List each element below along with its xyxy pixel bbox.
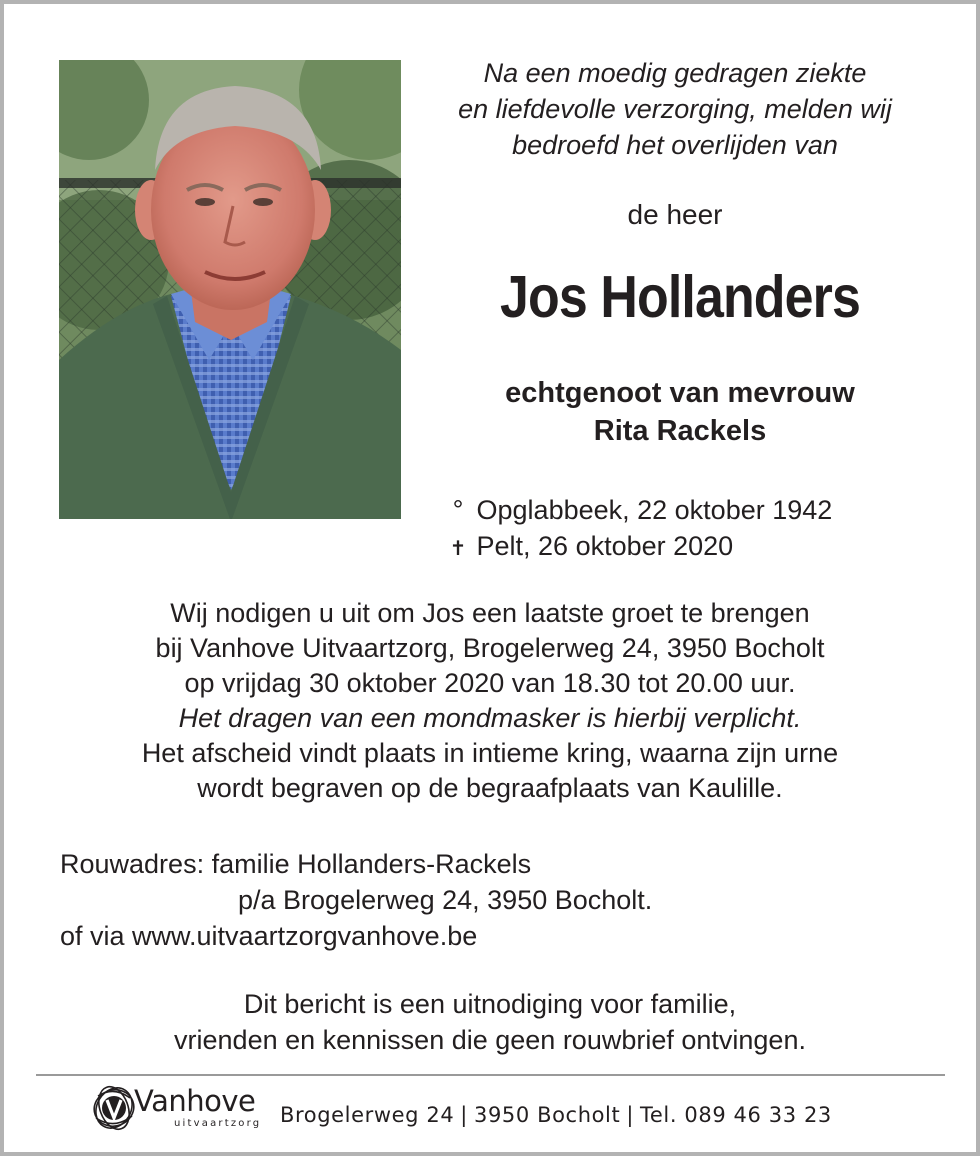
- mourning-address: [60, 846, 920, 954]
- birth-text: Opglabbeek, 22 oktober 1942: [476, 495, 833, 525]
- spouse-block: [410, 374, 950, 450]
- invitation-line: bij Vanhove Uitvaartzorg, Brogelerweg 24, 3950 Bocholt: [155, 633, 825, 663]
- footer-separator: |: [626, 1103, 635, 1127]
- intro-line: Na een moedig gedragen ziekte: [483, 58, 867, 88]
- address-line: Rouwadres: familie Hollanders-Rackels: [60, 849, 532, 879]
- vanhove-logo: [90, 1082, 270, 1134]
- invitation-text: [30, 596, 950, 806]
- closing-line: vrienden en kennissen die geen rouwbrief ontvingen.: [174, 1025, 806, 1055]
- invitation-line: op vrijdag 30 oktober 2020 van 18.30 tot 20.00 uur.: [184, 668, 796, 698]
- vanhove-logo-icon: [90, 1082, 140, 1132]
- birth-symbol-icon: °: [452, 495, 464, 525]
- death-text: Pelt, 26 oktober 2020: [476, 531, 734, 561]
- cross-icon: ✝: [449, 538, 467, 560]
- invitation-line: Wij nodigen u uit om Jos een laatste groet te brengen: [170, 598, 810, 628]
- death-date: [447, 528, 832, 567]
- spouse-line: echtgenoot van mevrouw: [505, 377, 855, 409]
- footer-contact: [280, 1101, 832, 1129]
- footer-phone: Tel. 089 46 33 23: [640, 1103, 832, 1127]
- footer-street: Brogelerweg 24: [280, 1103, 455, 1127]
- website-line: of via www.uitvaartzorgvanhove.be: [60, 921, 478, 951]
- farewell-line: wordt begraven op de begraafplaats van Kaulille.: [197, 773, 783, 803]
- portrait-photo: [59, 60, 401, 519]
- spouse-name: Rita Rackels: [593, 415, 767, 447]
- closing-notice: [30, 986, 950, 1058]
- life-dates: [447, 492, 832, 567]
- intro-line: en liefdevolle verzorging, melden wij: [458, 94, 892, 124]
- logo-name: Vanhove: [134, 1084, 256, 1118]
- closing-line: Dit bericht is een uitnodiging voor familie,: [243, 989, 737, 1019]
- mask-notice: Het dragen van een mondmasker is hierbij verplicht.: [178, 703, 802, 733]
- farewell-line: Het afscheid vindt plaats in intieme kring, waarna zijn urne: [141, 738, 839, 768]
- intro-line: bedroefd het overlijden van: [512, 130, 838, 160]
- footer-separator: |: [460, 1103, 468, 1127]
- title-label: de heer: [627, 199, 723, 230]
- birth-date: [447, 492, 832, 528]
- deceased-name: Jos Hollanders: [500, 264, 860, 330]
- logo-subtitle: uitvaartzorg: [174, 1118, 262, 1129]
- address-line: p/a Brogelerweg 24, 3950 Bocholt.: [238, 885, 653, 915]
- intro-text: [410, 55, 940, 163]
- footer-city: 3950 Bocholt: [473, 1103, 621, 1127]
- footer-divider: [36, 1074, 945, 1076]
